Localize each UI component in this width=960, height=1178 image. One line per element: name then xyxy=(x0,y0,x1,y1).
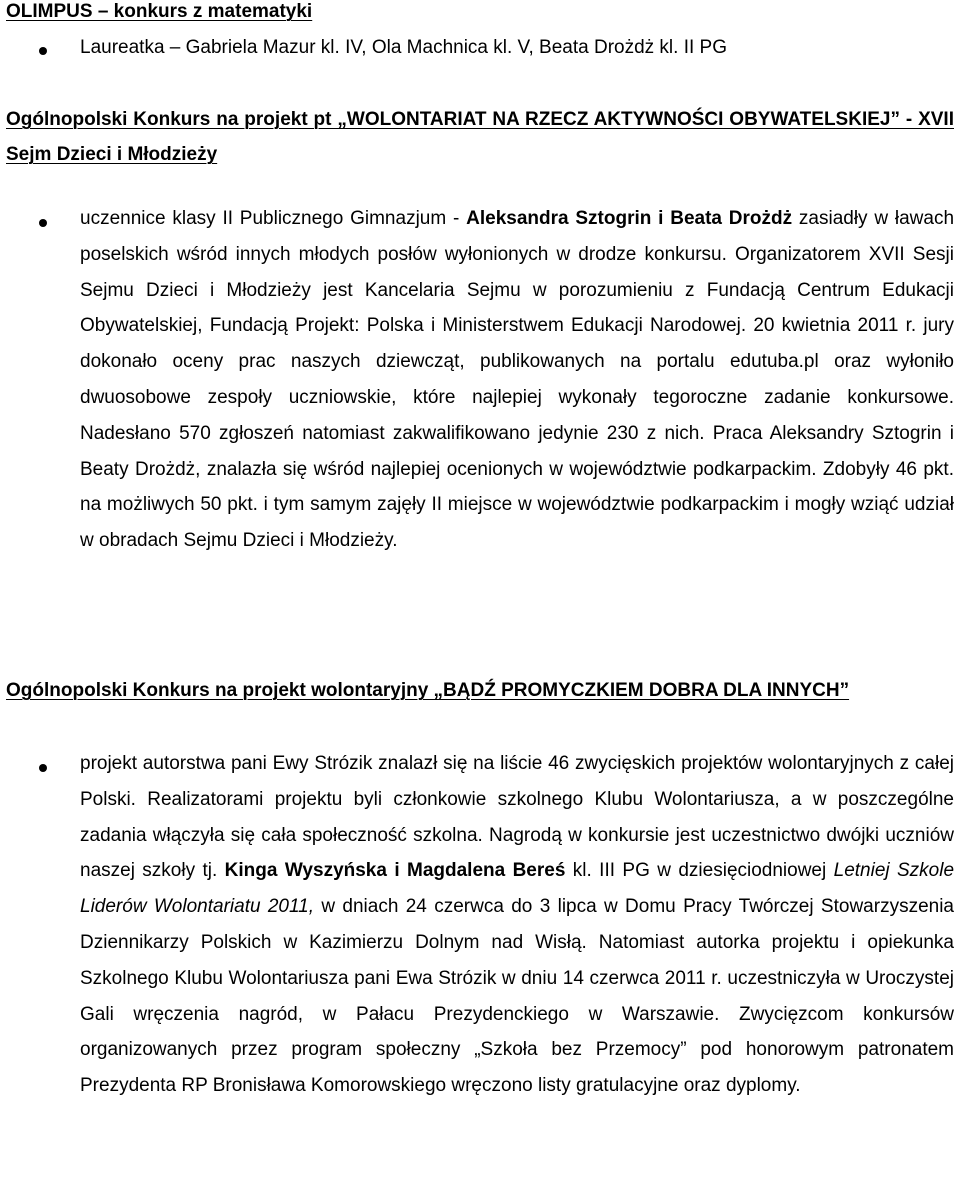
bullet-icon xyxy=(39,219,47,227)
list-item-text: Laureatka – Gabriela Mazur kl. IV, Ola Machnica kl. V, Beata Drożdż kl. II PG xyxy=(80,37,728,58)
student-names: Kinga Wyszyńska i Magdalena Bereś xyxy=(224,860,566,882)
paragraph xyxy=(80,746,954,1104)
text-run: kl. III PG w dziesięciodniowej xyxy=(565,860,834,882)
bullet-icon xyxy=(39,764,47,772)
list-item-promyczek-dobra xyxy=(80,746,954,1104)
section-heading-promyczek-dobra: Ogólnopolski Konkurs na projekt wolontaryjny „BĄDŹ PROMYCZKIEM DOBRA DLA INNYCH” xyxy=(6,680,850,701)
text-run: projekt autorstwa pani Ewy Strózik znalazł się na liście 46 zwycięskich projektów wolontaryjnych z całej Polski. Realizatorami projektu byli członkowie szkolnego Klubu Wolontariusza, a w poszczególne zadania włączyła się cała społeczność szkolna. Nagrodą w konkursie jest uczestnictwo dwójki uczniów naszej szkoły tj. xyxy=(80,753,954,882)
text-run: zasiadły w ławach poselskich wśród innych młodych posłów wyłonionych w drodze konkursu. Organizatorem XVII Sesji Sejmu Dzieci i Młodzieży jest Kancelaria Sejmu w porozumieniu z Fundacją Centrum Edukacji Obywatelskiej, Fundacją Projekt: Polska i Ministerstwem Edukacji Narodowej. 20 kwietnia 2011 r. jury dokonało oceny prac naszych dziewcząt, publikowanych na portalu edutuba.pl oraz wyłoniło dwuosobowe zespoły uczniowskie, które najlepiej wykonały tegoroczne zadanie konkursowe. Nadesłano 570 zgłoszeń natomiast zakwalifikowano jedynie 230 z nich. Praca Aleksandry Sztogrin i Beaty Drożdż, znalazła się wśród najlepiej ocenionych w województwie podkarpackim. Zdobyły 46 pkt. na możliwych 50 pkt. i tym samym zajęły II miejsce w województwie podkarpackim i mogły wziąć udział w obradach Sejmu Dzieci i Młodzieży. xyxy=(80,208,955,552)
section-heading-olimpus: OLIMPUS – konkurs z matematyki xyxy=(6,1,313,22)
section-heading-sejm-dzieci: Ogólnopolski Konkurs na projekt pt „WOLONTARIAT NA RZECZ AKTYWNOŚCI OBYWATELSKIEJ” - XVII Sejm Dzieci i Młodzieży xyxy=(6,109,954,165)
student-names: Aleksandra Sztogrin i Beata Drożdż xyxy=(466,208,793,229)
bullet-icon xyxy=(39,47,47,55)
list-item-sejm-dzieci xyxy=(80,201,954,559)
list-item-olimpus xyxy=(80,30,954,65)
paragraph xyxy=(80,201,954,559)
text-run: w dniach 24 czerwca do 3 lipca w Domu Pracy Twórczej Stowarzyszenia Dziennikarzy Polskich w Kazimierzu Dolnym nad Wisłą. Natomiast autorka projektu i opiekunka Szkolnego Klubu Wolontariusza pani Ewa Strózik w dniu 14 czerwca 2011 r. uczestniczyła w Uroczystej Gali wręczenia nagród, w Pałacu Prezydenckiego w Warszawie. Zwycięzcom konkursów organizowanych przez program społeczny „Szkoła bez Przemocy” pod honorowym patronatem Prezydenta RP Bronisława Komorowskiego wręczono listy gratulacyjne oraz dyplomy. xyxy=(80,896,954,1097)
text-run: uczennice klasy II Publicznego Gimnazjum - xyxy=(80,208,467,229)
event-name: Letniej Szkole Liderów Wolontariatu 2011, xyxy=(80,860,955,918)
